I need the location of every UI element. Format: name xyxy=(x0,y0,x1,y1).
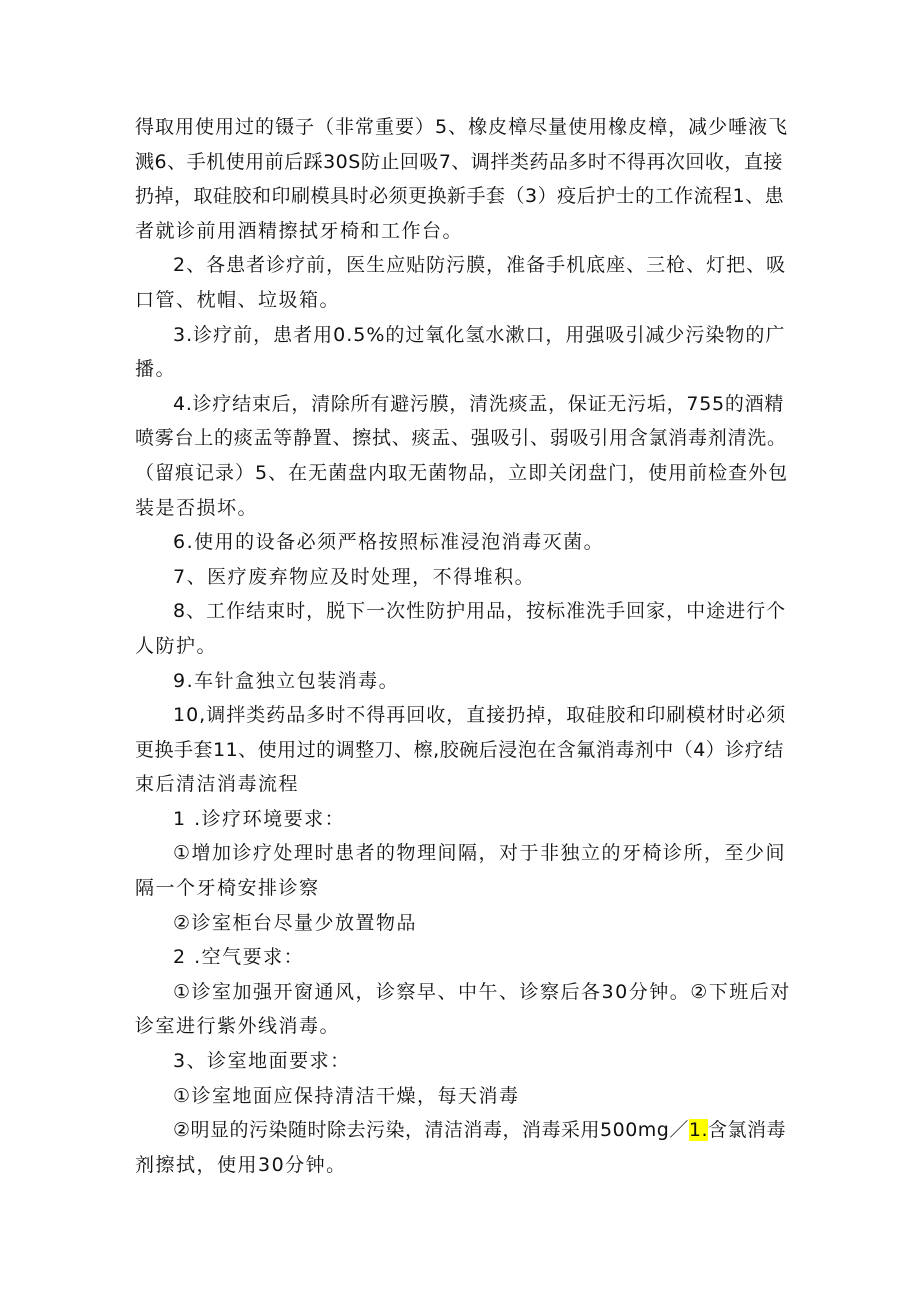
paragraph-line: 2、各患者诊疗前，医生应贴防污膜，准备手机底座、三枪、灯把、吸 xyxy=(173,254,787,277)
paragraph-line: ①诊室地面应保持清洁干燥，每天消毒 xyxy=(173,1084,520,1107)
paragraph-line: 9.车针盒独立包装消毒。 xyxy=(173,669,400,692)
paragraph-line: 口管、枕帽、垃圾箱。 xyxy=(135,288,341,311)
paragraph-line: 束后清洁消毒流程 xyxy=(135,773,300,796)
paragraph-line: 3.诊疗前，患者用0.5%的过氧化氢水漱口，用强吸引减少污染物的广 xyxy=(173,323,786,346)
paragraph-line: 3、诊室地面要求： xyxy=(173,1050,351,1073)
paragraph-line: 播。 xyxy=(135,358,177,381)
paragraph-line: 喷雾台上的痰盂等静置、擦拭、痰盂、强吸引、弱吸引用含氯消毒剂清洗。 xyxy=(135,427,787,450)
paragraph-line: 溅6、手机使用前后踩30S防止回吸7、调拌类药品多时不得再次回收，直接 xyxy=(135,150,783,173)
paragraph-line-final: 剂擦拭，使用30分钟。 xyxy=(135,1153,347,1176)
paragraph-line: 8、工作结束时，脱下一次性防护用品，按标准洗手回家，中途进行个 xyxy=(173,600,787,623)
paragraph-line: 4.诊疗结束后，清除所有避污膜，清洗痰盂，保证无污垢，755的酒精 xyxy=(173,392,785,415)
paragraph-line-highlighted xyxy=(135,1113,790,1148)
paragraph-line: 更换手套11、使用过的调整刀、檫,胶碗后浸泡在含氟消毒剂中（4）诊疗结 xyxy=(135,738,784,761)
paragraph-line: （留痕记录）5、在无菌盘内取无菌物品，立即关闭盘门，使用前检查外包 xyxy=(135,461,789,484)
highlighted-text: 1. xyxy=(688,1119,709,1142)
paragraph-line: 2 .空气要求： xyxy=(173,946,305,969)
paragraph-line: 者就诊前用酒精擦拭牙椅和工作台。 xyxy=(135,219,464,242)
paragraph-line: 扔掉，取硅胶和印刷模具时必须更换新手套（3）疫后护士的工作流程1、患 xyxy=(135,185,785,208)
paragraph-line: 隔一个牙椅安排诊察 xyxy=(135,877,320,900)
paragraph-line: 人防护。 xyxy=(135,634,218,657)
paragraph-line: 6.使用的设备必须严格按照标准浸泡消毒灭菌。 xyxy=(173,531,605,554)
paragraph-line: 装是否损坏。 xyxy=(135,496,259,519)
paragraph-line: ②诊室柜台尽量少放置物品 xyxy=(173,911,418,934)
paragraph-line: 10,调拌类药品多时不得再回收，直接扔掉，取硅胶和印刷模材时必须 xyxy=(173,704,787,727)
line-text-before-highlight: ②明显的污染随时除去污染，清洁消毒，消毒采用500mg／ xyxy=(173,1119,689,1142)
paragraph-line: 得取用使用过的镊子（非常重要）5、橡皮樟尽量使用橡皮樟，减少唾液飞 xyxy=(135,116,789,138)
document-body xyxy=(135,110,790,1182)
paragraph-line: ①增加诊疗处理时患者的物理间隔，对于非独立的牙椅诊所，至少间 xyxy=(173,842,787,865)
paragraph-line: 诊室进行紫外线消毒。 xyxy=(135,1015,341,1038)
paragraph-line: ①诊室加强开窗通风，诊察早、中午、诊察后各30分钟。②下班后对 xyxy=(173,980,791,1003)
paragraph-line: 7、医疗废弃物应及时处理，不得堆积。 xyxy=(173,565,536,588)
line-text-after-highlight: 含氯消毒 xyxy=(708,1119,787,1142)
paragraph-line: 1 .诊疗环境要求： xyxy=(173,807,346,830)
